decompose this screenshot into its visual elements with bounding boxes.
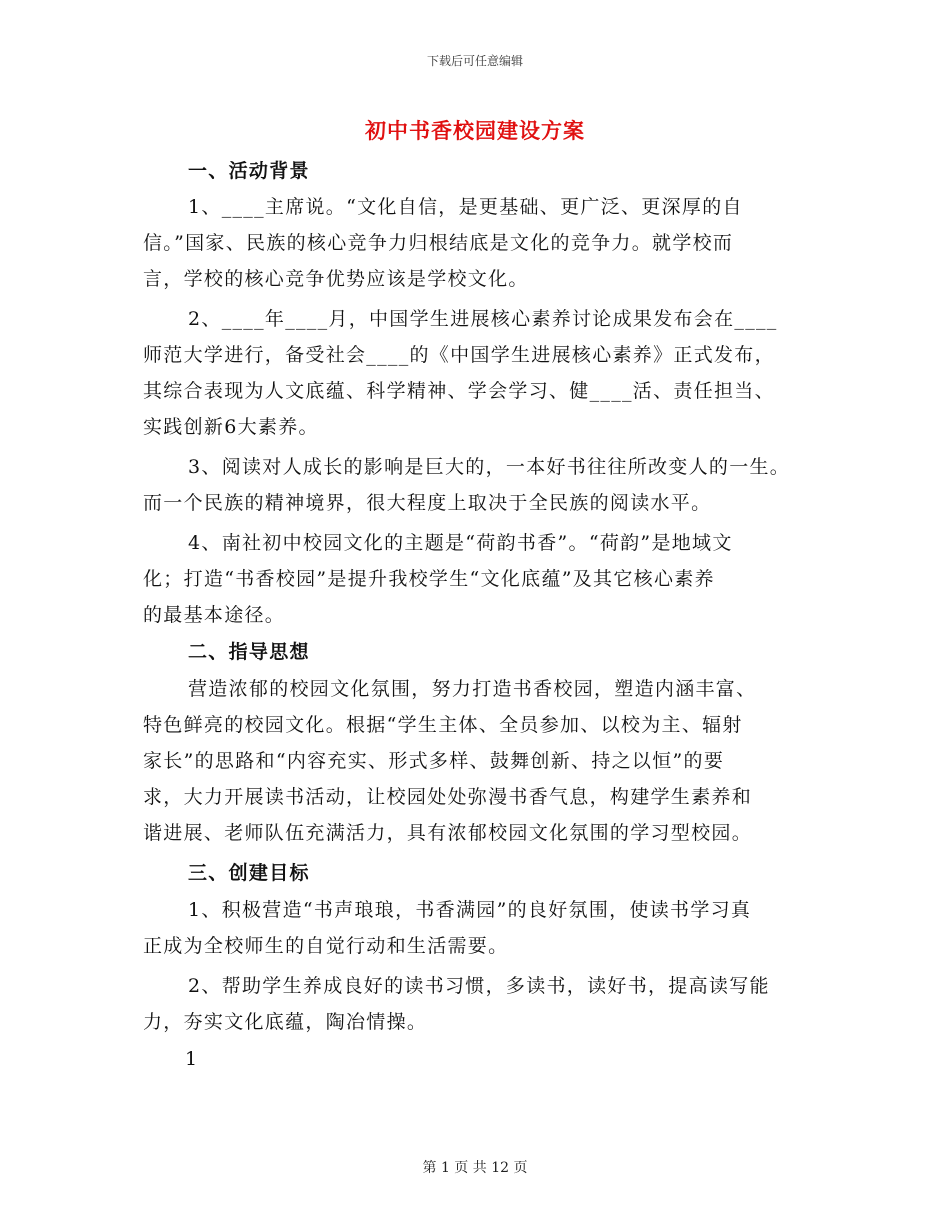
body-line: 信。”国家、民族的核心竞争力归根结底是文化的竞争力。就学校而 <box>143 232 734 254</box>
body-line: 特色鲜亮的校园文化。根据“学生主体、全员参加、以校为主、辐射 <box>143 714 743 736</box>
body-line: 3、阅读对人成长的影响是巨大的，一本好书往往所改变人的一生。 <box>188 456 791 478</box>
body-line: 言，学校的核心竞争优势应该是学校文化。 <box>143 268 529 290</box>
body-line: 2、____年____月，中国学生进展核心素养讨论成果发布会在____ <box>188 308 778 330</box>
body-line: 4、南社初中校园文化的主题是“荷韵书香”。“荷韵”是地域文 <box>188 532 733 554</box>
body-line: 师范大学进行，备受社会____的《中国学生进展核心素养》正式发布， <box>143 344 775 366</box>
body-line: 谐进展、老师队伍充满活力，具有浓郁校园文化氛围的学习型校园。 <box>143 822 753 844</box>
body-line: 实践创新6大素养。 <box>143 416 319 438</box>
body-line: 力，夯实文化底蕴，陶冶情操。 <box>143 1011 428 1033</box>
section-heading: 二、指导思想 <box>188 641 310 663</box>
body-line: 家长”的思路和“内容充实、形式多样、鼓舞创新、持之以恒”的要 <box>143 750 725 772</box>
header-note: 下载后可任意编辑 <box>426 54 523 68</box>
body-line: 化；打造“书香校园”是提升我校学生“文化底蕴”及其它核心素养 <box>143 568 715 590</box>
body-line: 求，大力开展读书活动，让校园处处弥漫书香气息，构建学生素养和 <box>143 786 753 808</box>
body-line: 1、积极营造“书声琅琅，书香满园”的良好氛围，使读书学习真 <box>188 899 752 921</box>
body-line: 营造浓郁的校园文化氛围，努力打造书香校园，塑造内涵丰富、 <box>188 678 757 700</box>
body-line: 而一个民族的精神境界，很大程度上取决于全民族的阅读水平。 <box>143 492 712 514</box>
body-line: 的最基本途径。 <box>143 604 286 626</box>
body-line: 其综合表现为人文底蕴、科学精神、学会学习、健____活、责任担当、 <box>143 380 775 402</box>
page-footer: 第 1 页 共 12 页 <box>422 1160 528 1176</box>
body-line: 正成为全校师生的自觉行动和生活需要。 <box>143 935 509 957</box>
section-heading: 三、创建目标 <box>188 862 310 884</box>
document-title: 初中书香校园建设方案 <box>365 118 585 143</box>
body-line: 1、____主席说。“文化自信，是更基础、更广泛、更深厚的自 <box>188 196 743 218</box>
body-line: 2、帮助学生养成良好的读书习惯，多读书，读好书，提高读写能 <box>188 975 770 997</box>
section-heading: 一、活动背景 <box>188 160 310 182</box>
page-mark: 1 <box>185 1048 198 1070</box>
